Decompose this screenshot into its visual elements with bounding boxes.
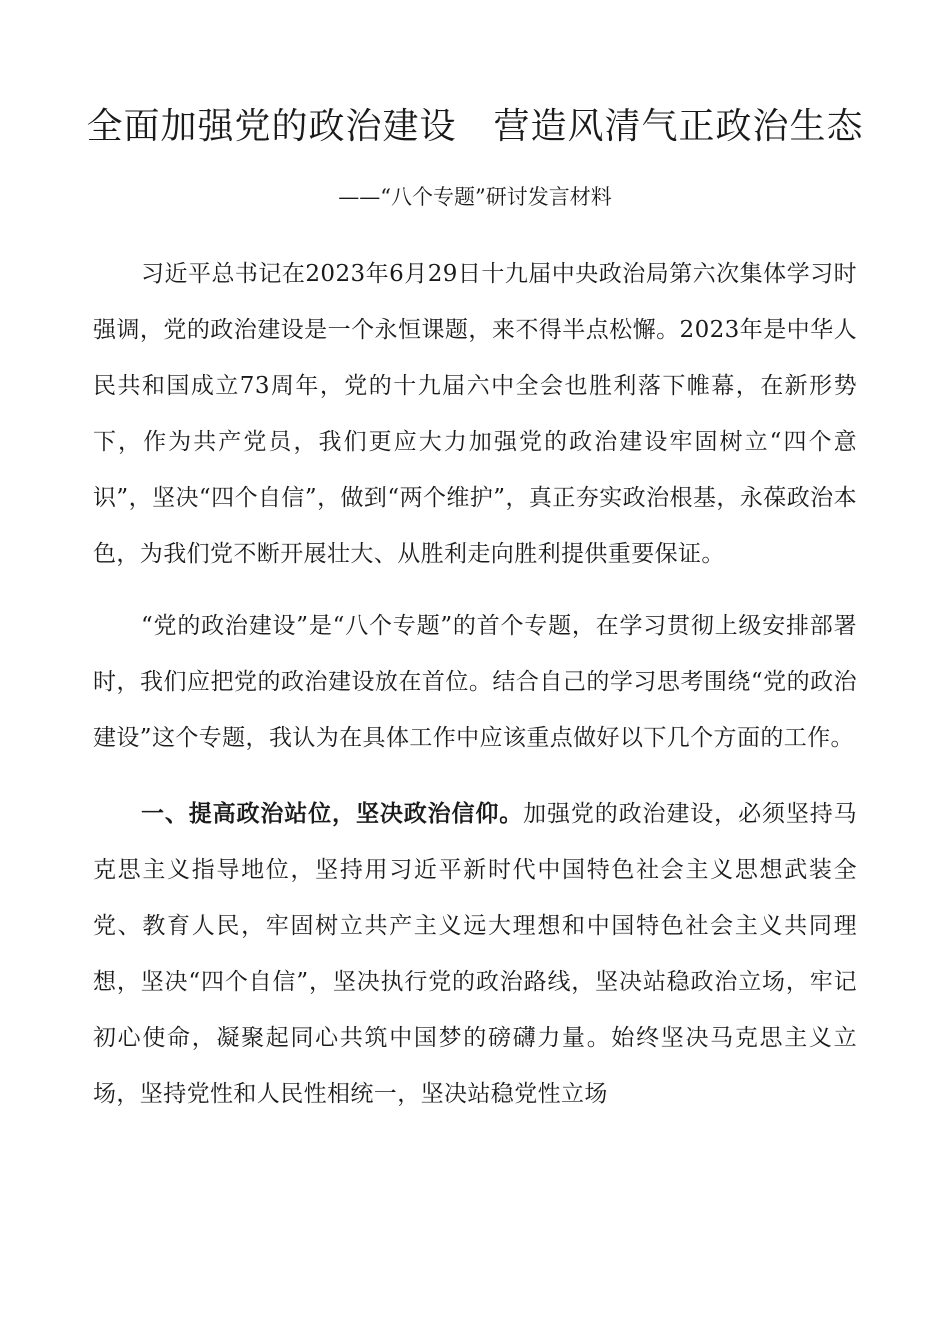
paragraph-section-one <box>93 786 857 1122</box>
paragraph-intro <box>93 246 857 582</box>
section-heading: 一、提高政治站位，坚决政治信仰。 <box>141 801 524 827</box>
document-body <box>93 246 857 1138</box>
paragraph-text: 加强党的政治建设，必须坚持马克思主义指导地位，坚持用习近平新时代中国特色社会主义思想武装全党、教育人民，牢固树立共产主义远大理想和中国特色社会主义共同理想，坚决“四个自信”，坚决执行党的政治路线，坚决站稳政治立场，牢记初心使命，凝聚起同心共筑中国梦的磅礴力量。始终坚决马克思主义立场，坚持党性和人民性相统一，坚决站稳党性立场 <box>93 801 857 1107</box>
paragraph-topic <box>93 598 857 766</box>
paragraph-text: 习近平总书记在2023年6月29日十九届中央政治局第六次集体学习时强调，党的政治建设是一个永恒课题，来不得半点松懈。2023年是中华人民共和国成立73周年，党的十九届六中全会也胜利落下帷幕，在新形势下，作为共产党员，我们更应大力加强党的政治建设牢固树立“四个意识”，坚决“四个自信”，做到“两个维护”，真正夯实政治根基，永葆政治本色，为我们党不断开展壮大、从胜利走向胜利提供重要保证。 <box>93 261 857 567</box>
document-subtitle: ——“八个专题”研讨发言材料 <box>338 185 612 209</box>
document-title: 全面加强党的政治建设 营造风清气正政治生态 <box>86 106 864 147</box>
paragraph-text: “党的政治建设”是“八个专题”的首个专题，在学习贯彻上级安排部署时，我们应把党的政治建设放在首位。结合自己的学习思考围绕“党的政治建设”这个专题，我认为在具体工作中应该重点做好以下几个方面的工作。 <box>93 613 857 751</box>
